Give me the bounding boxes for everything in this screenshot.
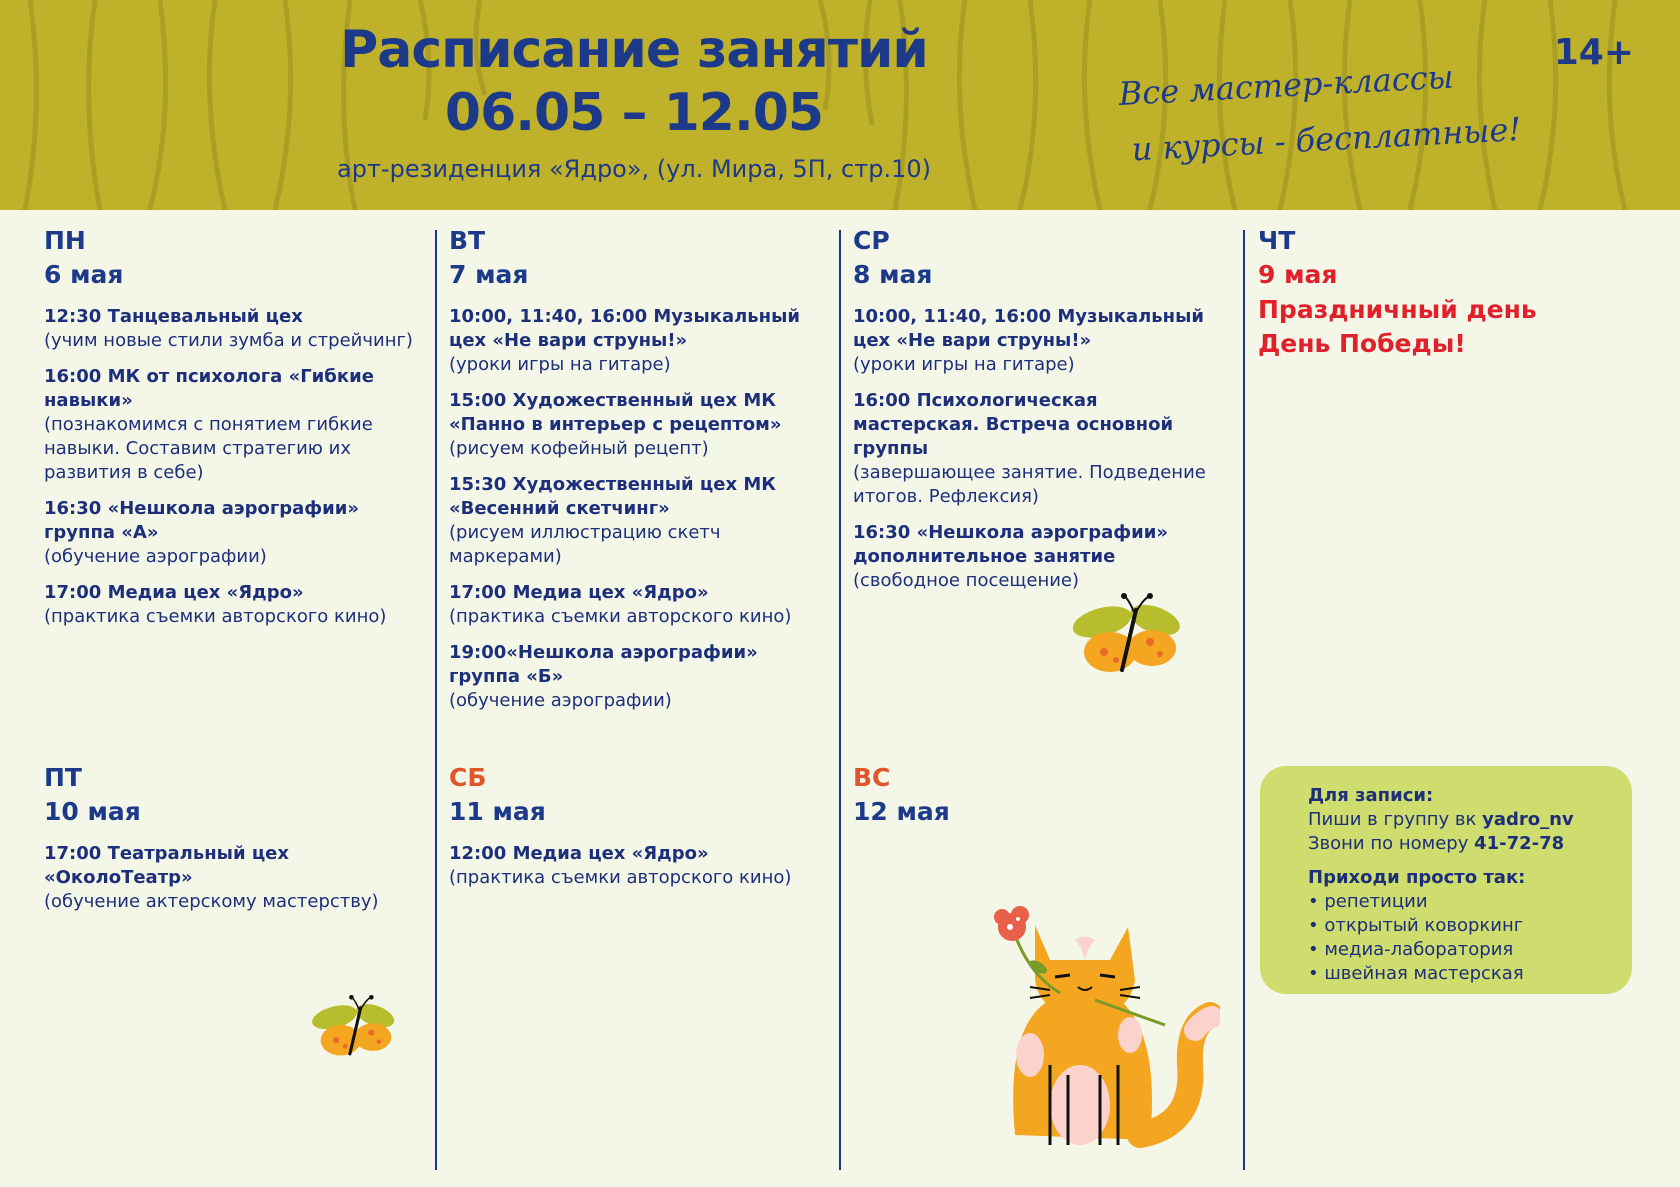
event-title: 17:00 Театральный цех «ОколоТеатр»: [44, 843, 289, 888]
day-sunday: [853, 762, 1228, 842]
walkin-item: • медиа-лаборатория: [1308, 939, 1514, 960]
day-date: 10 мая: [44, 797, 141, 826]
header-banner: [0, 0, 1680, 210]
signup-vk: Пиши в группу вк yadro_nv: [1308, 809, 1574, 830]
day-name: ЧТ: [1258, 226, 1296, 255]
column-divider: [839, 230, 841, 1170]
day-date: 8 мая: [853, 260, 933, 289]
event-desc: (рисуем иллюстрацию скетч маркерами): [449, 522, 721, 567]
day-date: 11 мая: [449, 797, 546, 826]
holiday-name: День Победы!: [1258, 329, 1466, 358]
event-title: 17:00 Медиа цех «Ядро»: [44, 582, 304, 603]
free-note-line1: Все мастер-классы: [1117, 57, 1455, 114]
event: [449, 581, 824, 629]
event-desc: (практика съемки авторского кино): [44, 606, 387, 627]
event-title: 10:00, 11:40, 16:00 Музыкальный цех «Не вари струны!»: [449, 306, 800, 351]
event: [44, 305, 419, 353]
venue-address: арт-резиденция «Ядро», (ул. Мира, 5П, стр.10): [337, 155, 931, 183]
event: [853, 521, 1228, 593]
event-title: 16:00 Психологическая мастерская. Встреча основной группы: [853, 390, 1174, 459]
event: [449, 842, 824, 890]
walkin-item: • швейная мастерская: [1308, 963, 1524, 984]
walkin-heading: Приходи просто так:: [1308, 867, 1526, 888]
event: [449, 389, 824, 461]
day-thursday: [1258, 225, 1633, 361]
free-note: [1117, 44, 1542, 178]
day-friday: [44, 762, 419, 926]
event-desc: (обучение актерскому мастерству): [44, 891, 379, 912]
event-desc: (уроки игры на гитаре): [449, 354, 671, 375]
event-title: 17:00 Медиа цех «Ядро»: [449, 582, 709, 603]
age-rating: 14+: [1553, 32, 1634, 73]
day-date: 9 мая: [1258, 260, 1338, 289]
event-title: 16:30 «Нешкола аэрографии» группа «А»: [44, 498, 359, 543]
event: [449, 305, 824, 377]
signup-heading: Для записи:: [1308, 785, 1434, 806]
day-name: ВТ: [449, 226, 486, 255]
event-desc: (свободное посещение): [853, 570, 1080, 591]
signup-phone: Звони по номеру 41-72-78: [1308, 833, 1565, 854]
butterfly-icon: [310, 990, 402, 1072]
vk-handle: yadro_nv: [1482, 809, 1574, 830]
info-box: [1260, 766, 1632, 994]
event: [44, 497, 419, 569]
day-monday: [44, 225, 419, 641]
walkin-item: • репетиции: [1308, 891, 1428, 912]
event: [44, 581, 419, 629]
column-divider: [1243, 230, 1245, 1170]
event-title: 15:00 Художественный цех МК «Панно в интерьер с рецептом»: [449, 390, 782, 435]
event-desc: (рисуем кофейный рецепт): [449, 438, 709, 459]
day-name: ВС: [853, 763, 891, 792]
page-title: Расписание занятий: [340, 20, 928, 80]
phone-number: 41-72-78: [1474, 833, 1565, 854]
column-divider: [435, 230, 437, 1170]
event-desc: (завершающее занятие. Подведение итогов. Рефлексия): [853, 462, 1206, 507]
event: [449, 473, 824, 569]
butterfly-icon: [1070, 590, 1190, 690]
free-note-line2: и курсы - бесплатные!: [1130, 110, 1523, 169]
day-name: ПН: [44, 226, 86, 255]
event-desc: (обучение аэрографии): [44, 546, 267, 567]
day-date: 6 мая: [44, 260, 124, 289]
event: [853, 389, 1228, 509]
event-desc: (учим новые стили зумба и стрейчинг): [44, 330, 413, 351]
holiday-label: Праздничный день: [1258, 295, 1537, 324]
event-title: 10:00, 11:40, 16:00 Музыкальный цех «Не вари струны!»: [853, 306, 1204, 351]
event: [853, 305, 1228, 377]
event-title: 19:00«Нешкола аэрографии» группа «Б»: [449, 642, 758, 687]
date-range: 06.05 – 12.05: [444, 83, 824, 143]
event-desc: (обучение аэрографии): [449, 690, 672, 711]
event-title: 12:30 Танцевальный цех: [44, 306, 303, 327]
event: [449, 641, 824, 713]
event: [44, 842, 419, 914]
cat-with-flower-icon: [990, 905, 1220, 1155]
day-wednesday: [853, 225, 1228, 605]
day-tuesday: [449, 225, 824, 725]
walkin-item: • открытый коворкинг: [1308, 915, 1524, 936]
event-title: 12:00 Медиа цех «Ядро»: [449, 843, 709, 864]
event-desc: (уроки игры на гитаре): [853, 354, 1075, 375]
event-title: 16:00 МК от психолога «Гибкие навыки»: [44, 366, 374, 411]
event-desc: (познакомимся с понятием гибкие навыки. Составим стратегию их развития в себе): [44, 414, 373, 483]
day-name: СР: [853, 226, 890, 255]
day-name: СБ: [449, 763, 487, 792]
event-title: 16:30 «Нешкола аэрографии» дополнительное занятие: [853, 522, 1168, 567]
event-desc: (практика съемки авторского кино): [449, 867, 792, 888]
day-date: 12 мая: [853, 797, 950, 826]
event-desc: (практика съемки авторского кино): [449, 606, 792, 627]
event-title: 15:30 Художественный цех МК «Весенний скетчинг»: [449, 474, 776, 519]
day-saturday: [449, 762, 824, 902]
day-date: 7 мая: [449, 260, 529, 289]
event: [44, 365, 419, 485]
day-name: ПТ: [44, 763, 82, 792]
